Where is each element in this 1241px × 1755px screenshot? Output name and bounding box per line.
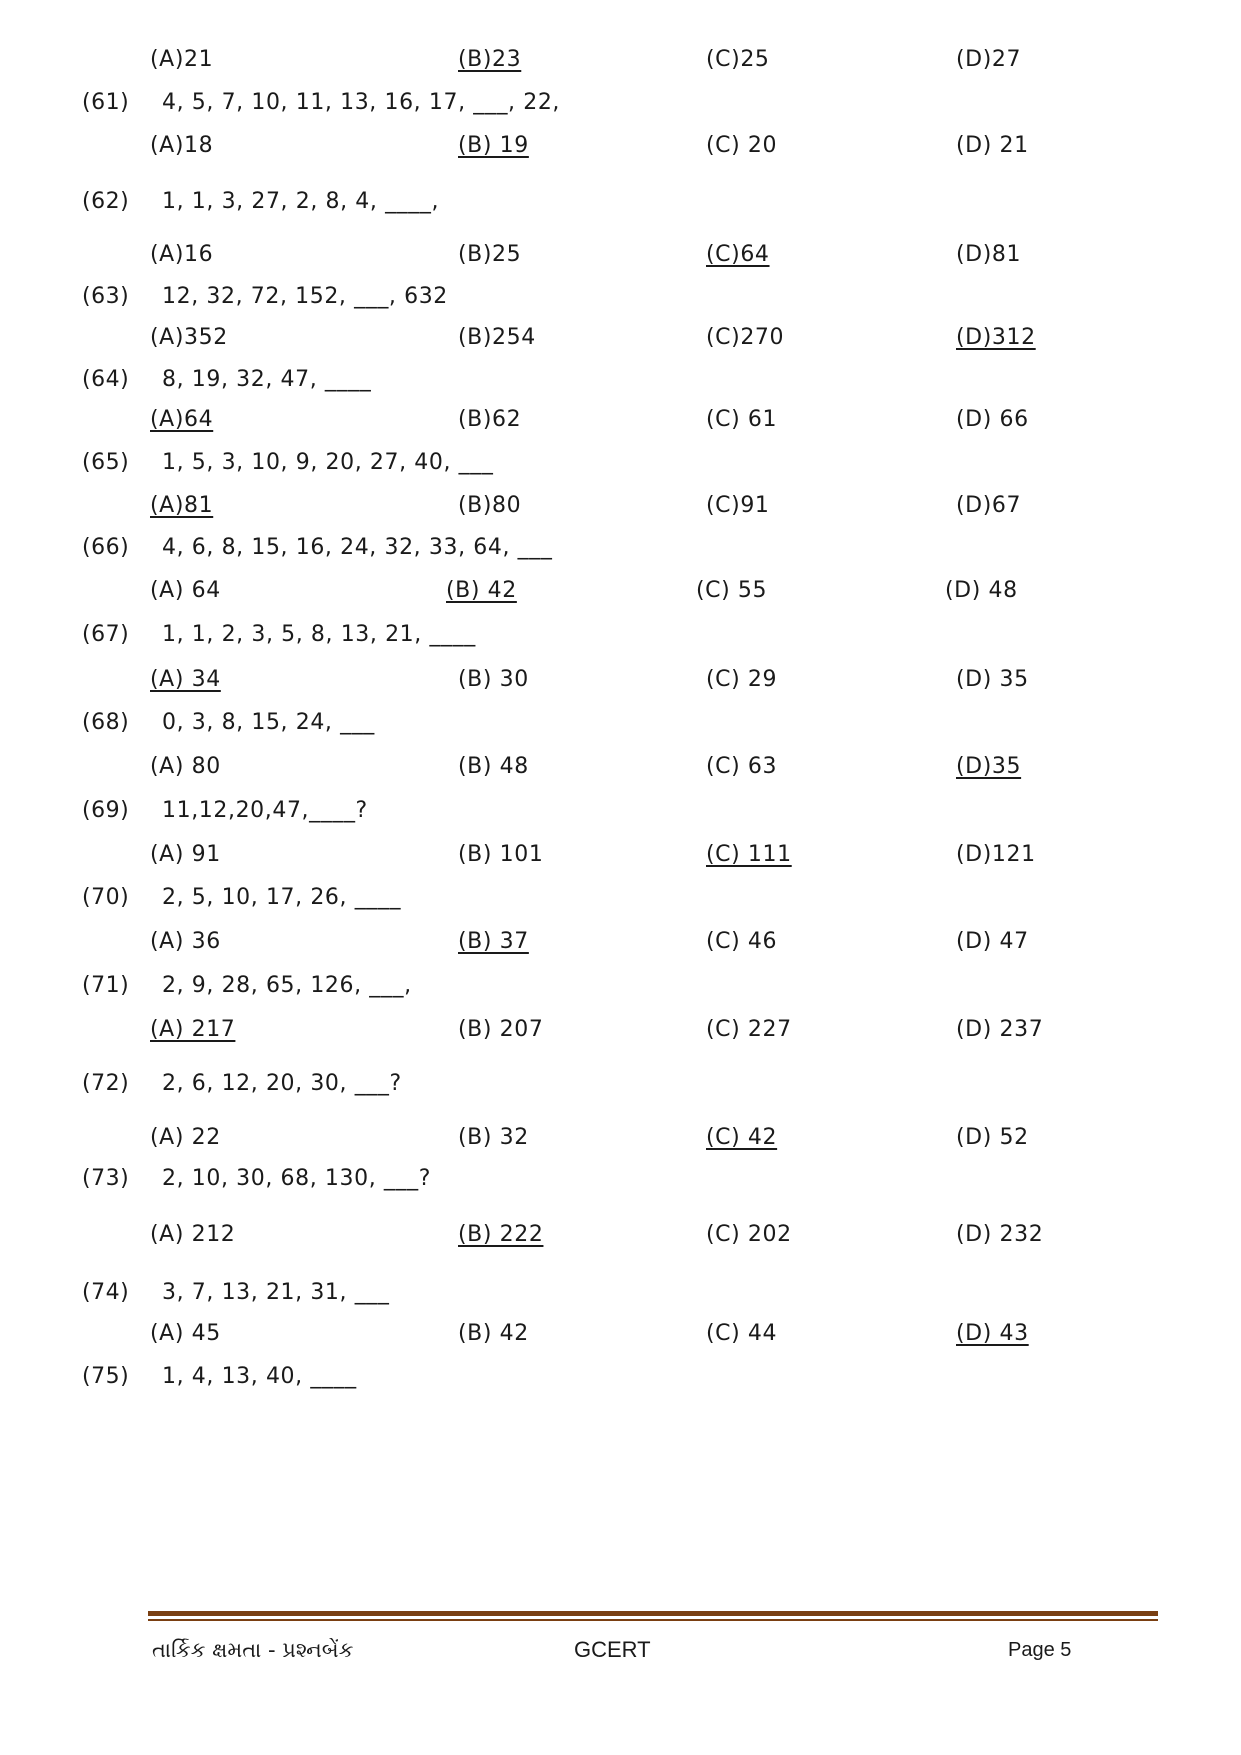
- option-d: (D) 47: [956, 929, 1029, 954]
- option-b: (B) 32: [458, 1125, 529, 1150]
- question-series: 11,12,20,47,____?: [162, 798, 368, 823]
- option-b: (B) 207: [458, 1017, 544, 1042]
- option-d: (D)67: [956, 493, 1022, 518]
- question-series: 2, 5, 10, 17, 26, ____: [162, 885, 402, 910]
- option-b: (B)80: [458, 493, 522, 518]
- question-series: 2, 6, 12, 20, 30, ___?: [162, 1071, 402, 1096]
- option-c: (C) 63: [706, 754, 778, 779]
- option-a: (A)21: [150, 47, 214, 72]
- question-number: (68): [82, 710, 130, 735]
- option-a: (A)18: [150, 133, 214, 158]
- correct-option-c: (C)64: [706, 242, 770, 267]
- question-number: (72): [82, 1071, 130, 1096]
- question-series: 2, 9, 28, 65, 126, ___,: [162, 973, 412, 998]
- correct-option-c: (C) 42: [706, 1125, 778, 1150]
- option-b: (B)62: [458, 407, 522, 432]
- correct-option-c: (C) 111: [706, 842, 792, 867]
- option-a: (A)16: [150, 242, 214, 267]
- question-row: [0, 360, 1241, 400]
- option-c: (C)270: [706, 325, 785, 350]
- footer-publisher: GCERT: [574, 1637, 651, 1662]
- option-c: (C) 55: [696, 578, 768, 603]
- option-b: (B) 101: [458, 842, 544, 867]
- correct-option-b: (B) 42: [446, 578, 517, 603]
- question-series: 2, 10, 30, 68, 130, ___?: [162, 1166, 431, 1191]
- options-row: [0, 922, 1241, 962]
- options-row: [0, 747, 1241, 787]
- question-number: (61): [82, 90, 130, 115]
- question-series: 12, 32, 72, 152, ___, 632: [162, 284, 448, 309]
- option-d: (D) 52: [956, 1125, 1029, 1150]
- question-series: 4, 6, 8, 15, 16, 24, 32, 33, 64, ___: [162, 535, 553, 560]
- question-row: [0, 791, 1241, 831]
- question-row: [0, 1159, 1241, 1199]
- footer-title: તાર્કિક ક્ષમતા - પ્રશ્નબેંક: [152, 1638, 354, 1662]
- question-row: [0, 1273, 1241, 1313]
- correct-option-a: (A)64: [150, 407, 214, 432]
- correct-option-d: (D)35: [956, 754, 1022, 779]
- correct-option-b: (B) 19: [458, 133, 529, 158]
- options-row: [0, 486, 1241, 526]
- correct-option-a: (A) 217: [150, 1017, 236, 1042]
- correct-option-a: (A)81: [150, 493, 214, 518]
- question-number: (67): [82, 622, 130, 647]
- correct-option-b: (B) 37: [458, 929, 529, 954]
- options-row: [0, 235, 1241, 275]
- correct-option-d: (D) 43: [956, 1321, 1029, 1346]
- question-number: (70): [82, 885, 130, 910]
- options-row: [0, 318, 1241, 358]
- option-a: (A) 45: [150, 1321, 221, 1346]
- question-row: [0, 1064, 1241, 1104]
- question-row: [0, 528, 1241, 568]
- option-c: (C) 61: [706, 407, 778, 432]
- options-row: [0, 1010, 1241, 1050]
- question-row: [0, 878, 1241, 918]
- footer-rule: [148, 1611, 1158, 1616]
- question-series: 1, 5, 3, 10, 9, 20, 27, 40, ___: [162, 450, 494, 475]
- question-row: [0, 966, 1241, 1006]
- options-row: [0, 40, 1241, 80]
- option-d: (D) 237: [956, 1017, 1044, 1042]
- option-c: (C) 202: [706, 1222, 792, 1247]
- question-row: [0, 703, 1241, 743]
- question-series: 1, 4, 13, 40, ____: [162, 1364, 357, 1389]
- footer-rule-thin: [148, 1619, 1158, 1621]
- question-number: (66): [82, 535, 130, 560]
- option-a: (A) 91: [150, 842, 221, 867]
- question-series: 4, 5, 7, 10, 11, 13, 16, 17, ___, 22,: [162, 90, 561, 115]
- question-number: (75): [82, 1364, 130, 1389]
- question-number: (64): [82, 367, 130, 392]
- question-series: 8, 19, 32, 47, ____: [162, 367, 372, 392]
- question-number: (69): [82, 798, 130, 823]
- option-d: (D)27: [956, 47, 1022, 72]
- option-c: (C) 20: [706, 133, 778, 158]
- question-row: [0, 615, 1241, 655]
- question-number: (71): [82, 973, 130, 998]
- question-number: (63): [82, 284, 130, 309]
- correct-option-d: (D)312: [956, 325, 1036, 350]
- correct-option-b: (B)23: [458, 47, 522, 72]
- option-d: (D) 48: [945, 578, 1018, 603]
- option-a: (A) 212: [150, 1222, 236, 1247]
- question-row: [0, 1357, 1241, 1397]
- option-c: (C) 44: [706, 1321, 778, 1346]
- page-number: Page 5: [1008, 1639, 1072, 1661]
- question-row: [0, 277, 1241, 317]
- option-a: (A) 22: [150, 1125, 221, 1150]
- question-series: 1, 1, 2, 3, 5, 8, 13, 21, ____: [162, 622, 476, 647]
- question-series: 1, 1, 3, 27, 2, 8, 4, ____,: [162, 189, 440, 214]
- options-row: [0, 1314, 1241, 1354]
- option-d: (D)81: [956, 242, 1022, 267]
- question-row: [0, 443, 1241, 483]
- option-a: (A) 36: [150, 929, 221, 954]
- option-a: (A) 64: [150, 578, 221, 603]
- option-a: (A)352: [150, 325, 228, 350]
- question-row: [0, 182, 1241, 222]
- option-d: (D) 21: [956, 133, 1029, 158]
- options-row: [0, 400, 1241, 440]
- correct-option-b: (B) 222: [458, 1222, 544, 1247]
- question-number: (74): [82, 1280, 130, 1305]
- options-row: [0, 1215, 1241, 1255]
- option-c: (C)25: [706, 47, 770, 72]
- options-row: [0, 126, 1241, 166]
- option-b: (B) 48: [458, 754, 529, 779]
- option-b: (B)25: [458, 242, 522, 267]
- question-number: (73): [82, 1166, 130, 1191]
- correct-option-a: (A) 34: [150, 667, 221, 692]
- option-d: (D)121: [956, 842, 1036, 867]
- option-b: (B) 30: [458, 667, 529, 692]
- option-b: (B)254: [458, 325, 536, 350]
- options-row: [0, 1118, 1241, 1158]
- question-number: (62): [82, 189, 130, 214]
- question-number: (65): [82, 450, 130, 475]
- option-a: (A) 80: [150, 754, 221, 779]
- option-b: (B) 42: [458, 1321, 529, 1346]
- option-d: (D) 66: [956, 407, 1029, 432]
- question-row: [0, 83, 1241, 123]
- option-c: (C) 227: [706, 1017, 792, 1042]
- options-row: [0, 571, 1241, 611]
- option-c: (C)91: [706, 493, 770, 518]
- options-row: [0, 835, 1241, 875]
- option-d: (D) 232: [956, 1222, 1044, 1247]
- option-c: (C) 29: [706, 667, 778, 692]
- option-c: (C) 46: [706, 929, 778, 954]
- question-series: 0, 3, 8, 15, 24, ___: [162, 710, 375, 735]
- question-series: 3, 7, 13, 21, 31, ___: [162, 1280, 390, 1305]
- options-row: [0, 660, 1241, 700]
- option-d: (D) 35: [956, 667, 1029, 692]
